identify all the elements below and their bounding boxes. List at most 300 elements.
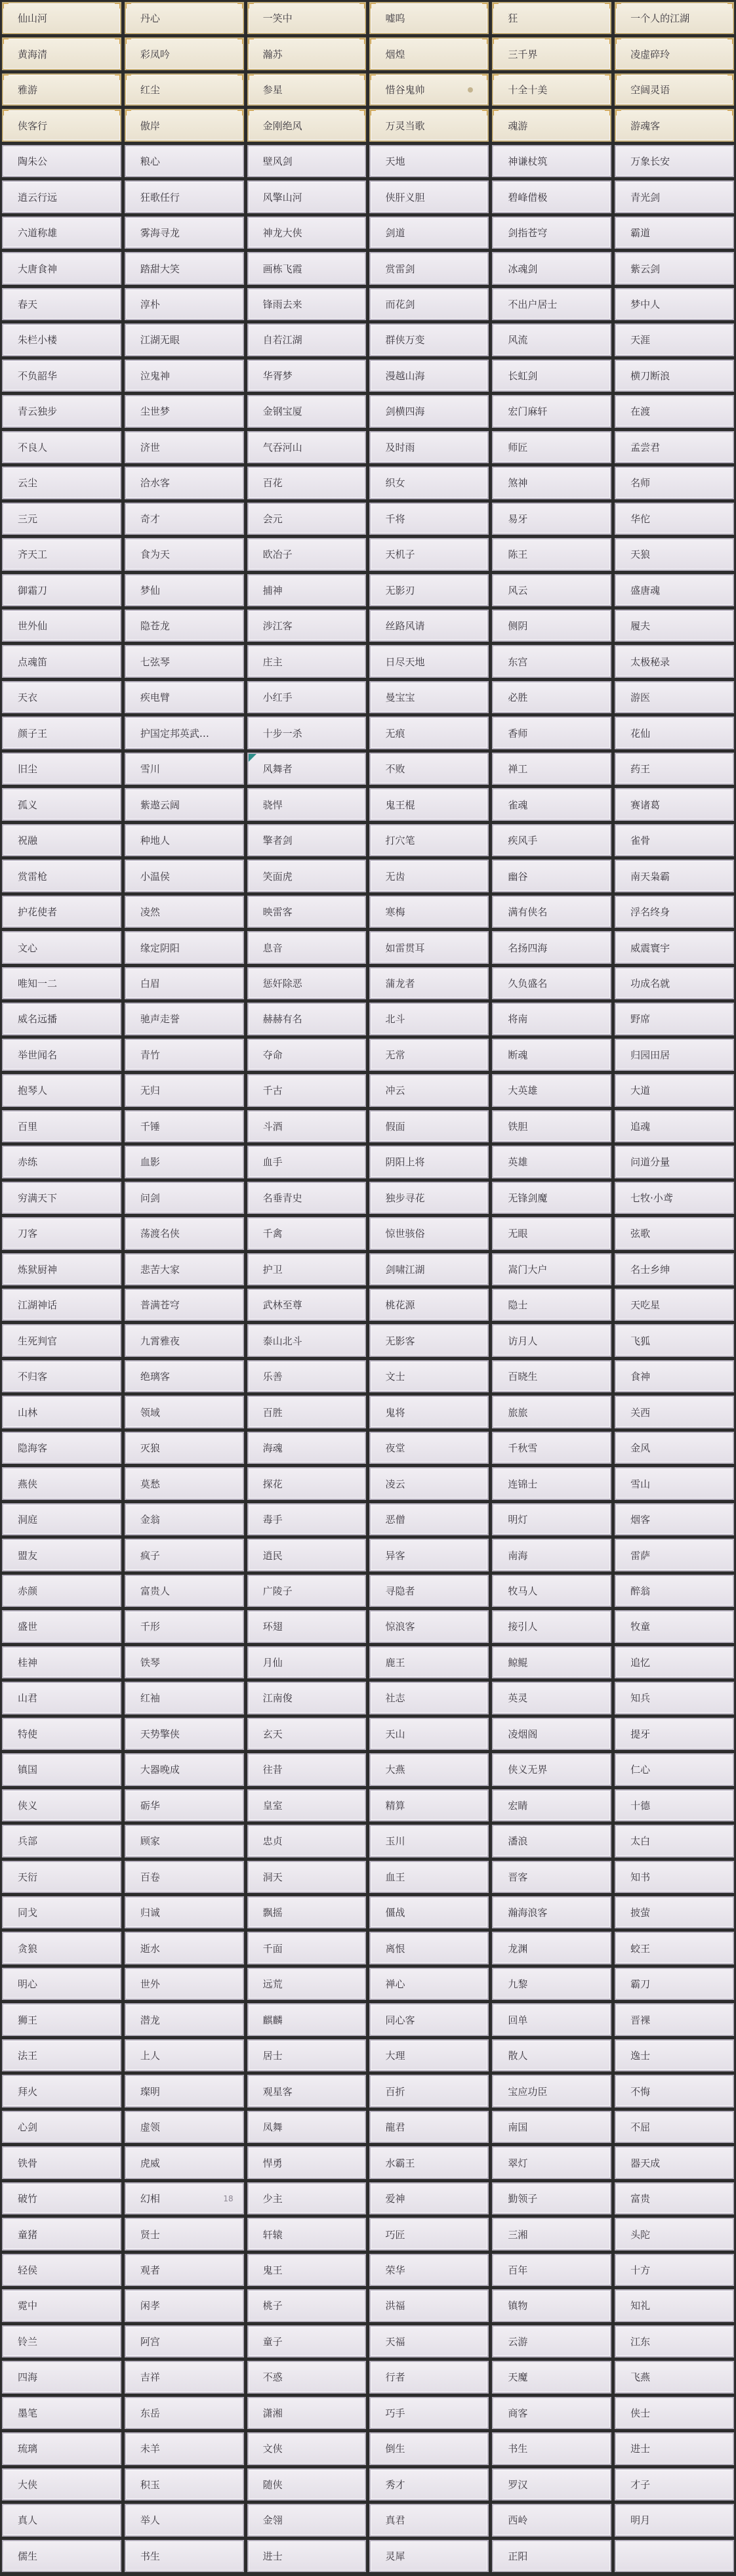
name-cell[interactable] [369, 896, 489, 928]
name-cell[interactable] [369, 1718, 489, 1750]
name-cell[interactable] [369, 681, 489, 713]
name-cell[interactable] [615, 681, 734, 713]
name-cell[interactable] [125, 610, 244, 642]
name-cell[interactable] [125, 1217, 244, 1249]
name-cell[interactable] [369, 2254, 489, 2286]
name-cell[interactable] [247, 2111, 367, 2143]
name-cell[interactable] [492, 2003, 611, 2035]
name-cell[interactable] [2, 503, 121, 535]
name-cell[interactable] [492, 1753, 611, 1785]
name-cell[interactable] [615, 824, 734, 856]
name-cell[interactable] [492, 360, 611, 392]
name-cell[interactable] [125, 2504, 244, 2536]
name-cell[interactable] [369, 931, 489, 963]
name-cell[interactable] [247, 1503, 367, 1535]
name-cell[interactable] [2, 1896, 121, 1928]
name-cell[interactable] [369, 2218, 489, 2250]
name-cell[interactable] [492, 323, 611, 356]
name-cell[interactable] [2, 1682, 121, 1714]
name-cell[interactable] [615, 252, 734, 284]
name-cell[interactable] [615, 73, 734, 106]
name-cell[interactable] [247, 1003, 367, 1035]
name-cell[interactable] [2, 1861, 121, 1893]
name-cell[interactable] [247, 610, 367, 642]
name-cell[interactable] [615, 1503, 734, 1535]
name-cell[interactable] [125, 2218, 244, 2250]
name-cell[interactable] [615, 2, 734, 34]
name-cell[interactable] [2, 252, 121, 284]
name-cell[interactable] [492, 467, 611, 499]
name-cell[interactable] [2, 2003, 121, 2035]
name-cell[interactable] [2, 2361, 121, 2393]
name-cell[interactable] [247, 288, 367, 320]
name-cell[interactable] [125, 1253, 244, 1285]
name-cell[interactable] [369, 252, 489, 284]
name-cell[interactable] [615, 2254, 734, 2286]
name-cell[interactable] [492, 37, 611, 70]
name-cell[interactable] [2, 145, 121, 177]
name-cell[interactable] [369, 1360, 489, 1392]
name-cell[interactable] [492, 2325, 611, 2358]
name-cell[interactable] [492, 1039, 611, 1071]
name-cell[interactable] [247, 431, 367, 463]
name-cell[interactable] [2, 1968, 121, 2000]
name-cell[interactable] [492, 753, 611, 785]
name-cell[interactable] [247, 1575, 367, 1607]
name-cell[interactable] [369, 824, 489, 856]
name-cell[interactable] [369, 73, 489, 106]
name-cell[interactable] [247, 2397, 367, 2429]
name-cell[interactable] [247, 931, 367, 963]
name-cell[interactable] [615, 645, 734, 677]
name-cell[interactable] [247, 1825, 367, 1857]
name-cell[interactable] [369, 574, 489, 606]
name-cell[interactable] [369, 1503, 489, 1535]
name-cell[interactable] [125, 1968, 244, 2000]
name-cell[interactable] [125, 2182, 244, 2214]
name-cell[interactable] [247, 252, 367, 284]
name-cell[interactable] [492, 1467, 611, 1499]
name-cell[interactable] [369, 180, 489, 213]
name-cell[interactable] [615, 788, 734, 820]
name-cell[interactable] [492, 1610, 611, 1642]
name-cell[interactable] [615, 931, 734, 963]
name-cell[interactable] [492, 1789, 611, 1821]
name-cell[interactable] [2, 645, 121, 677]
name-cell[interactable] [247, 2003, 367, 2035]
name-cell[interactable] [369, 1110, 489, 1142]
name-cell[interactable] [2, 1396, 121, 1428]
name-cell[interactable] [492, 1217, 611, 1249]
name-cell[interactable] [492, 610, 611, 642]
name-cell[interactable] [369, 2182, 489, 2214]
name-cell[interactable] [247, 1396, 367, 1428]
name-cell[interactable] [125, 109, 244, 141]
name-cell[interactable] [615, 753, 734, 785]
name-cell[interactable] [492, 1289, 611, 1321]
name-cell[interactable] [247, 2361, 367, 2393]
name-cell[interactable] [2, 323, 121, 356]
name-cell[interactable] [615, 860, 734, 892]
name-cell[interactable] [247, 1753, 367, 1785]
name-cell[interactable] [615, 1146, 734, 1178]
name-cell[interactable] [615, 2540, 734, 2572]
name-cell[interactable] [2, 217, 121, 249]
name-cell[interactable] [615, 896, 734, 928]
name-cell[interactable] [247, 1610, 367, 1642]
name-cell[interactable] [125, 288, 244, 320]
name-cell[interactable] [369, 288, 489, 320]
name-cell[interactable] [615, 180, 734, 213]
name-cell[interactable] [2, 360, 121, 392]
name-cell[interactable] [125, 860, 244, 892]
name-cell[interactable] [2, 681, 121, 713]
name-cell[interactable] [2, 1467, 121, 1499]
name-cell[interactable] [125, 1396, 244, 1428]
name-cell[interactable] [492, 73, 611, 106]
name-cell[interactable] [369, 2039, 489, 2071]
name-cell[interactable] [492, 1396, 611, 1428]
name-cell[interactable] [125, 2432, 244, 2464]
name-cell[interactable] [492, 2218, 611, 2250]
name-cell[interactable] [369, 1074, 489, 1106]
name-cell[interactable] [492, 503, 611, 535]
name-cell[interactable] [247, 1861, 367, 1893]
name-cell[interactable] [492, 1324, 611, 1356]
name-cell[interactable] [247, 574, 367, 606]
name-cell[interactable] [615, 1360, 734, 1392]
name-cell[interactable] [615, 1217, 734, 1249]
name-cell[interactable] [2, 2289, 121, 2321]
name-cell[interactable] [247, 1074, 367, 1106]
name-cell[interactable] [247, 2325, 367, 2358]
name-cell[interactable] [247, 1968, 367, 2000]
name-cell[interactable] [247, 2432, 367, 2464]
name-cell[interactable] [492, 217, 611, 249]
name-cell[interactable] [615, 1610, 734, 1642]
name-cell[interactable] [2, 1110, 121, 1142]
name-cell[interactable] [492, 1146, 611, 1178]
name-cell[interactable] [369, 2, 489, 34]
name-cell[interactable] [369, 1324, 489, 1356]
name-cell[interactable] [369, 2468, 489, 2501]
name-cell[interactable] [615, 1932, 734, 1964]
name-cell[interactable] [2, 574, 121, 606]
name-cell[interactable] [615, 1575, 734, 1607]
name-cell[interactable] [125, 217, 244, 249]
name-cell[interactable] [492, 1682, 611, 1714]
name-cell[interactable] [247, 538, 367, 570]
name-cell[interactable] [247, 1324, 367, 1356]
name-cell[interactable] [369, 467, 489, 499]
name-cell[interactable] [369, 2540, 489, 2572]
name-cell[interactable] [615, 1968, 734, 2000]
name-cell[interactable] [615, 2111, 734, 2143]
name-cell[interactable] [492, 1825, 611, 1857]
name-cell[interactable] [247, 824, 367, 856]
name-cell[interactable] [369, 2504, 489, 2536]
name-cell[interactable] [615, 109, 734, 141]
name-cell[interactable] [615, 1718, 734, 1750]
name-cell[interactable] [2, 1753, 121, 1785]
name-cell[interactable] [2, 180, 121, 213]
name-cell[interactable] [615, 1289, 734, 1321]
name-cell[interactable] [2, 538, 121, 570]
name-cell[interactable] [247, 2218, 367, 2250]
name-cell[interactable] [2, 1539, 121, 1571]
name-cell[interactable] [125, 180, 244, 213]
name-cell[interactable] [369, 967, 489, 999]
name-cell[interactable] [125, 73, 244, 106]
name-cell[interactable] [247, 503, 367, 535]
name-cell[interactable] [369, 1682, 489, 1714]
name-cell[interactable] [2, 1003, 121, 1035]
name-cell[interactable] [2, 717, 121, 749]
name-cell[interactable] [492, 1539, 611, 1571]
name-cell[interactable] [247, 1289, 367, 1321]
name-cell[interactable] [125, 2325, 244, 2358]
name-cell[interactable] [369, 788, 489, 820]
name-cell[interactable] [247, 2504, 367, 2536]
name-cell[interactable] [369, 431, 489, 463]
name-cell[interactable] [125, 824, 244, 856]
name-cell[interactable] [369, 1003, 489, 1035]
name-cell[interactable] [247, 2289, 367, 2321]
name-cell[interactable] [247, 896, 367, 928]
name-cell[interactable] [2, 2218, 121, 2250]
name-cell[interactable] [492, 1503, 611, 1535]
name-cell[interactable] [615, 574, 734, 606]
name-cell[interactable] [247, 1646, 367, 1678]
name-cell[interactable] [125, 1146, 244, 1178]
name-cell[interactable] [369, 1182, 489, 1214]
name-cell[interactable] [492, 1896, 611, 1928]
name-cell[interactable] [247, 717, 367, 749]
name-cell[interactable] [125, 1682, 244, 1714]
name-cell[interactable] [247, 180, 367, 213]
name-cell[interactable] [369, 1217, 489, 1249]
name-cell[interactable] [2, 967, 121, 999]
name-cell[interactable] [125, 1539, 244, 1571]
name-cell[interactable] [369, 323, 489, 356]
name-cell[interactable] [2, 1932, 121, 1964]
name-cell[interactable] [247, 1539, 367, 1571]
name-cell[interactable] [492, 2182, 611, 2214]
name-cell[interactable] [369, 1146, 489, 1178]
name-cell[interactable] [247, 2, 367, 34]
name-cell[interactable] [2, 1646, 121, 1678]
name-cell[interactable] [125, 2254, 244, 2286]
name-cell[interactable] [615, 431, 734, 463]
name-cell[interactable] [492, 1932, 611, 1964]
name-cell[interactable] [247, 37, 367, 70]
name-cell[interactable] [492, 2468, 611, 2501]
name-cell[interactable] [2, 2468, 121, 2501]
name-cell[interactable] [369, 1610, 489, 1642]
name-cell[interactable] [125, 2075, 244, 2107]
name-cell[interactable] [2, 896, 121, 928]
name-cell[interactable] [369, 145, 489, 177]
name-cell[interactable] [2, 1039, 121, 1071]
name-cell[interactable] [2, 2182, 121, 2214]
name-cell[interactable] [125, 360, 244, 392]
name-cell[interactable] [369, 2397, 489, 2429]
name-cell[interactable] [2, 1503, 121, 1535]
name-cell[interactable] [2, 1360, 121, 1392]
name-cell[interactable] [125, 967, 244, 999]
name-cell[interactable] [492, 1575, 611, 1607]
name-cell[interactable] [2, 1253, 121, 1285]
name-cell[interactable] [125, 1182, 244, 1214]
name-cell[interactable] [615, 1110, 734, 1142]
name-cell[interactable] [125, 1610, 244, 1642]
name-cell[interactable] [492, 2540, 611, 2572]
name-cell[interactable] [615, 1789, 734, 1821]
name-cell[interactable] [2, 1074, 121, 1106]
name-cell[interactable] [125, 1861, 244, 1893]
name-cell[interactable] [2, 2397, 121, 2429]
name-cell[interactable] [492, 2146, 611, 2178]
name-cell[interactable] [492, 1110, 611, 1142]
name-cell[interactable] [2, 1146, 121, 1178]
name-cell[interactable] [615, 2432, 734, 2464]
name-cell[interactable] [492, 2111, 611, 2143]
name-cell[interactable] [2, 37, 121, 70]
name-cell[interactable] [369, 360, 489, 392]
name-cell[interactable] [369, 1289, 489, 1321]
name-cell[interactable] [492, 931, 611, 963]
name-cell[interactable] [125, 1324, 244, 1356]
name-cell[interactable] [247, 645, 367, 677]
name-cell[interactable] [492, 2361, 611, 2393]
name-cell[interactable] [125, 1718, 244, 1750]
name-cell[interactable] [369, 753, 489, 785]
name-cell[interactable] [492, 252, 611, 284]
name-cell[interactable] [125, 431, 244, 463]
name-cell[interactable] [492, 145, 611, 177]
name-cell[interactable] [492, 2504, 611, 2536]
name-cell[interactable] [247, 2182, 367, 2214]
name-cell[interactable] [2, 2504, 121, 2536]
name-cell[interactable] [125, 753, 244, 785]
name-cell[interactable] [247, 2039, 367, 2071]
name-cell[interactable] [615, 395, 734, 427]
name-cell[interactable] [369, 538, 489, 570]
name-cell[interactable] [247, 217, 367, 249]
name-cell[interactable] [615, 2218, 734, 2250]
name-cell[interactable] [615, 1253, 734, 1285]
name-cell[interactable] [125, 2361, 244, 2393]
name-cell[interactable] [125, 2003, 244, 2035]
name-cell[interactable] [492, 109, 611, 141]
name-cell[interactable] [2, 2, 121, 34]
name-cell[interactable] [2, 467, 121, 499]
name-cell[interactable] [247, 860, 367, 892]
name-cell[interactable] [615, 1039, 734, 1071]
name-cell[interactable] [125, 896, 244, 928]
name-cell[interactable] [125, 931, 244, 963]
name-cell[interactable] [369, 1932, 489, 1964]
name-cell[interactable] [369, 610, 489, 642]
name-cell[interactable] [247, 467, 367, 499]
name-cell[interactable] [125, 1110, 244, 1142]
name-cell[interactable] [369, 2289, 489, 2321]
name-cell[interactable] [492, 2432, 611, 2464]
name-cell[interactable] [492, 717, 611, 749]
name-cell[interactable] [125, 681, 244, 713]
name-cell[interactable] [369, 1396, 489, 1428]
name-cell[interactable] [2, 860, 121, 892]
name-cell[interactable] [615, 1682, 734, 1714]
name-cell[interactable] [247, 967, 367, 999]
name-cell[interactable] [2, 431, 121, 463]
name-cell[interactable] [247, 2540, 367, 2572]
name-cell[interactable] [492, 538, 611, 570]
name-cell[interactable] [369, 109, 489, 141]
name-cell[interactable] [492, 2039, 611, 2071]
name-cell[interactable] [2, 1610, 121, 1642]
name-cell[interactable] [369, 1575, 489, 1607]
name-cell[interactable] [125, 2289, 244, 2321]
name-cell[interactable] [615, 2075, 734, 2107]
name-cell[interactable] [125, 2111, 244, 2143]
name-cell[interactable] [369, 1039, 489, 1071]
name-cell[interactable] [247, 2468, 367, 2501]
name-cell[interactable] [247, 395, 367, 427]
name-cell[interactable] [247, 1932, 367, 1964]
name-cell[interactable] [125, 1074, 244, 1106]
name-cell[interactable] [2, 2540, 121, 2572]
name-cell[interactable] [2, 1182, 121, 1214]
name-cell[interactable] [125, 1432, 244, 1464]
name-cell[interactable] [125, 252, 244, 284]
name-cell[interactable] [125, 2540, 244, 2572]
name-cell[interactable] [492, 967, 611, 999]
name-cell[interactable] [247, 1467, 367, 1499]
name-cell[interactable] [615, 2039, 734, 2071]
name-cell[interactable] [2, 1217, 121, 1249]
name-cell[interactable] [247, 2254, 367, 2286]
name-cell[interactable] [492, 824, 611, 856]
name-cell[interactable] [492, 574, 611, 606]
name-cell[interactable] [2, 395, 121, 427]
name-cell[interactable] [125, 503, 244, 535]
name-cell[interactable] [125, 1039, 244, 1071]
name-cell[interactable] [2, 1324, 121, 1356]
name-cell[interactable] [2, 1575, 121, 1607]
name-cell[interactable] [2, 2432, 121, 2464]
name-cell[interactable] [615, 2182, 734, 2214]
name-cell[interactable] [369, 1646, 489, 1678]
name-cell[interactable] [492, 681, 611, 713]
name-cell[interactable] [369, 717, 489, 749]
name-cell[interactable] [2, 2254, 121, 2286]
name-cell[interactable] [125, 1003, 244, 1035]
name-cell[interactable] [369, 1753, 489, 1785]
name-cell[interactable] [247, 1217, 367, 1249]
name-cell[interactable] [2, 1825, 121, 1857]
name-cell[interactable] [369, 1825, 489, 1857]
name-cell[interactable] [615, 467, 734, 499]
name-cell[interactable] [125, 574, 244, 606]
name-cell[interactable] [369, 2111, 489, 2143]
name-cell[interactable] [125, 1753, 244, 1785]
name-cell[interactable] [369, 1861, 489, 1893]
name-cell[interactable] [247, 1432, 367, 1464]
name-cell[interactable] [615, 1896, 734, 1928]
name-cell[interactable] [369, 1968, 489, 2000]
name-cell[interactable] [2, 931, 121, 963]
